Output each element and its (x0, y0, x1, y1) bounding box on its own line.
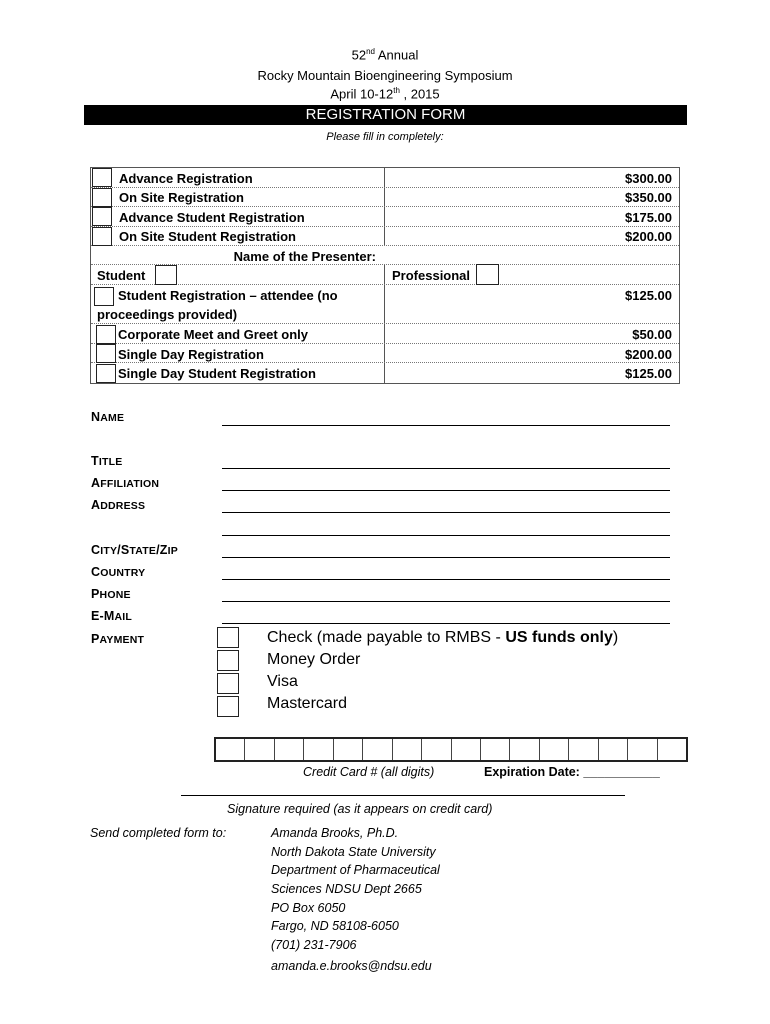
name-label: NAME (91, 410, 125, 424)
mastercard-checkbox[interactable] (217, 696, 239, 717)
symposium-name: Rocky Mountain Bioengineering Symposium (257, 68, 513, 83)
affiliation-field[interactable] (222, 490, 670, 491)
address-label: ADDRESS (91, 498, 146, 512)
check-checkbox[interactable] (217, 627, 239, 648)
professional-label: Professional (392, 268, 471, 283)
student-presenter-checkbox[interactable] (155, 265, 177, 285)
mailing-line: (701) 231-7906 (271, 938, 357, 952)
single-day-checkbox[interactable] (96, 344, 116, 363)
option-label: Advance Student Registration (119, 210, 305, 225)
mailing-email: amanda.e.brooks@ndsu.edu (271, 959, 432, 973)
option-label: On Site Registration (119, 190, 244, 205)
date-suffix: th (393, 86, 400, 95)
cc-digit-box[interactable] (510, 739, 539, 760)
option-label: On Site Student Registration (119, 229, 296, 244)
option-price: $200.00 (625, 229, 672, 244)
cc-digit-box[interactable] (393, 739, 422, 760)
option-label: Corporate Meet and Greet only (118, 327, 308, 342)
mailing-line: Amanda Brooks, Ph.D. (271, 826, 399, 840)
title-field[interactable] (222, 468, 670, 469)
table-row (91, 246, 679, 265)
mailing-line: PO Box 6050 (271, 901, 346, 915)
option-label: Single Day Registration (118, 347, 264, 362)
country-field[interactable] (222, 579, 670, 580)
option-price: $350.00 (625, 190, 672, 205)
professional-presenter-checkbox[interactable] (476, 264, 499, 285)
presenter-label: Name of the Presenter: (233, 249, 376, 264)
cc-digit-box[interactable] (599, 739, 628, 760)
attendee-label-line2: proceedings provided) (97, 307, 238, 322)
visa-label: Visa (267, 673, 298, 690)
student-attendee-checkbox[interactable] (94, 287, 114, 306)
advance-registration-checkbox[interactable] (92, 168, 112, 187)
signature-field[interactable] (181, 795, 625, 796)
cc-digit-box[interactable] (216, 739, 245, 760)
cc-digit-box[interactable] (481, 739, 510, 760)
cc-digit-box[interactable] (658, 739, 686, 760)
option-price: $125.00 (625, 288, 672, 303)
mailing-line: Fargo, ND 58108-6050 (271, 919, 399, 933)
option-price: $300.00 (625, 171, 672, 186)
affiliation-label: AFFILIATION (91, 476, 160, 490)
advance-student-registration-checkbox[interactable] (92, 207, 112, 226)
cc-digit-box[interactable] (569, 739, 598, 760)
city-state-zip-label: CITY/STATE/ZIP (91, 543, 178, 557)
credit-card-number-label: Credit Card # (all digits) (303, 765, 435, 779)
option-price: $175.00 (625, 210, 672, 225)
payment-label: PAYMENT (91, 632, 145, 646)
option-price: $125.00 (625, 366, 672, 381)
cc-digit-box[interactable] (275, 739, 304, 760)
expiration-date-field[interactable]: ___________ (583, 765, 660, 779)
mailing-line: North Dakota State University (271, 845, 436, 859)
cc-digit-box[interactable] (452, 739, 481, 760)
student-label: Student (97, 268, 146, 283)
cc-digit-box[interactable] (540, 739, 569, 760)
registration-table (90, 167, 680, 384)
city-state-zip-field[interactable] (222, 557, 670, 558)
check-option-label: Check (made payable to RMBS - US funds only) (267, 629, 619, 646)
symposium-date (0, 86, 770, 101)
address-field-line2[interactable] (222, 535, 670, 536)
credit-card-number-boxes (214, 737, 688, 762)
mailing-line: Sciences NDSU Dept 2665 (271, 882, 422, 896)
cc-digit-box[interactable] (628, 739, 657, 760)
title-label: TITLE (91, 454, 123, 468)
option-price: $200.00 (625, 347, 672, 362)
form-title-banner: REGISTRATION FORM (84, 105, 687, 125)
single-day-student-checkbox[interactable] (96, 364, 116, 383)
onsite-student-registration-checkbox[interactable] (92, 227, 112, 246)
mailing-line: Department of Pharmaceutical (271, 863, 440, 877)
signature-label: Signature required (as it appears on credit card) (227, 802, 493, 816)
option-label: Advance Registration (119, 171, 253, 186)
option-label: Single Day Student Registration (118, 366, 316, 381)
option-price: $50.00 (632, 327, 672, 342)
mastercard-label: Mastercard (267, 695, 348, 712)
send-to-label: Send completed form to: (90, 826, 227, 840)
cc-digit-box[interactable] (245, 739, 274, 760)
corporate-meet-checkbox[interactable] (96, 325, 116, 344)
cc-digit-box[interactable] (304, 739, 333, 760)
edition-number: 52 (351, 47, 367, 63)
money-order-label: Money Order (267, 651, 361, 668)
phone-label: PHONE (91, 587, 131, 601)
cc-digit-box[interactable] (422, 739, 451, 760)
table-row (91, 265, 679, 285)
country-label: COUNTRY (91, 565, 146, 579)
date-prefix: April 10-12 (330, 86, 394, 102)
visa-checkbox[interactable] (217, 673, 239, 694)
email-label: E-MAIL (91, 609, 133, 623)
name-field[interactable] (222, 425, 670, 426)
edition-line (0, 47, 770, 62)
phone-field[interactable] (222, 601, 670, 602)
money-order-checkbox[interactable] (217, 650, 239, 671)
email-field[interactable] (222, 623, 670, 624)
form-instruction: Please fill in completely: (326, 131, 444, 143)
attendee-label-line1: Student Registration – attendee (no (118, 288, 338, 303)
address-field[interactable] (222, 512, 670, 513)
cc-digit-box[interactable] (363, 739, 392, 760)
edition-word: Annual (377, 47, 419, 63)
date-year: , 2015 (399, 86, 440, 102)
expiration-date-label: Expiration Date: ___________ (484, 765, 660, 779)
cc-digit-box[interactable] (334, 739, 363, 760)
onsite-registration-checkbox[interactable] (92, 188, 112, 207)
edition-suffix: nd (366, 47, 375, 56)
